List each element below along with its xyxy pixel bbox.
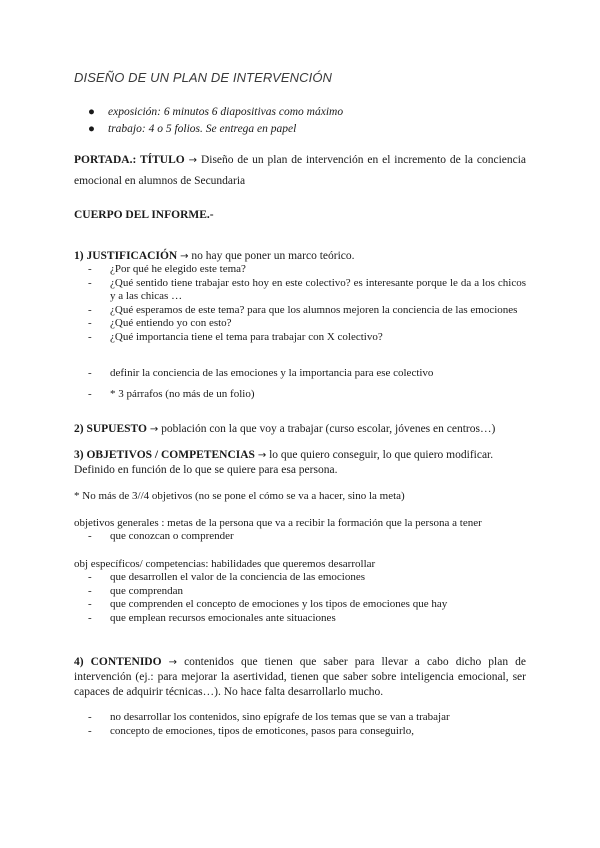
list-item: - que comprendan — [88, 584, 183, 597]
list-item: - concepto de emociones, tipos de emoticones, pasos para conseguirlo, — [88, 724, 414, 737]
bullet-list — [88, 104, 343, 138]
portada-paragraph — [74, 150, 526, 192]
list-item: - ¿Qué esperamos de este tema? para que los alumnos mejoren la conciencia de las emociones — [88, 303, 518, 316]
bullet-icon: ● — [88, 123, 95, 135]
list-item: - * 3 párrafos (no más de un folio) — [88, 388, 255, 400]
list-item: - ¿Qué entiendo yo con esto? — [88, 317, 232, 329]
bullet-icon: ● — [88, 106, 95, 118]
cuerpo-heading: CUERPO DEL INFORME.- — [74, 209, 214, 221]
list-item: - ¿Qué importancia tiene el tema para trabajar con X colectivo? — [88, 330, 383, 343]
list-item: - ¿Qué sentido tiene trabajar esto hoy en este colectivo? es interesante porque le da a los chicos y a las chicas … — [88, 276, 526, 302]
objetivos-note: * No más de 3//4 objetivos (no se pone el cómo se va a hacer, sino la meta) — [74, 490, 405, 502]
arrow-icon: → — [180, 251, 189, 262]
portada-label: PORTADA.: TÍTULO — [74, 154, 185, 166]
list-item: - que desarrollen el valor de la conciencia de las emociones — [88, 571, 366, 583]
supuesto-label: 2) SUPUESTO — [74, 423, 147, 435]
document-title: DISEÑO DE UN PLAN DE INTERVENCIÓN — [74, 70, 333, 85]
justificacion-list-3 — [88, 388, 526, 402]
contenido-label: 4) CONTENIDO — [74, 656, 162, 668]
arrow-icon: → — [188, 155, 198, 166]
especificos-list — [88, 571, 526, 625]
list-item: ● trabajo: 4 o 5 folios. Se entrega en papel — [88, 121, 343, 138]
list-item: ● exposición: 6 minutos 6 diapositivas como máximo — [88, 104, 343, 121]
objetivos-generales: objetivos generales : metas de la persona que va a recibir la formación que la persona a tener — [74, 517, 482, 529]
portada-text: Diseño de un plan de intervención en el incremento de la conciencia emocional en alumnos de Secundaria — [74, 154, 527, 187]
list-item: - no desarrollar los contenidos, sino epígrafe de los temas que se van a trabajar — [88, 711, 450, 723]
list-item: - que conozcan o comprender — [88, 530, 234, 542]
objetivos-paragraph: 3) OBJETIVOS / COMPETENCIAS → lo que quiero conseguir, lo que quiero modificar. Definido en función de lo que se quiere para esa persona. — [74, 449, 494, 476]
arrow-icon: → — [168, 657, 178, 668]
contenido-paragraph: 4) CONTENIDO → contenidos que tienen que saber para llevar a cabo dicho plan de intervención (ej.: para mejorar la asertividad, tienen que saber sobre inteligencia emocional, ser capaces de adquirir técnicas…). No hace falta desarrollarlo mucho. — [74, 656, 527, 698]
list-item: - ¿Por qué he elegido este tema? — [88, 263, 246, 275]
list-item: - que emplean recursos emocionales ante situaciones — [88, 611, 336, 624]
justificacion-label: 1) JUSTIFICACIÓN — [74, 250, 178, 262]
justificacion-list — [88, 263, 526, 344]
justificacion-heading: 1) JUSTIFICACIÓN → no hay que poner un marco teórico. — [74, 250, 355, 262]
generales-list — [88, 530, 526, 544]
list-item: - definir la conciencia de las emociones y la importancia para ese colectivo — [88, 367, 434, 379]
arrow-icon: → — [257, 450, 267, 461]
contenido-list — [88, 711, 526, 738]
justificacion-list-2 — [88, 367, 526, 381]
objetivos-label: 3) OBJETIVOS / COMPETENCIAS — [74, 449, 255, 461]
arrow-icon: → — [149, 424, 159, 435]
objetivos-especificos: obj específicos/ competencias: habilidades que queremos desarrollar — [74, 558, 376, 570]
supuesto-paragraph: 2) SUPUESTO → población con la que voy a trabajar (curso escolar, jóvenes en centros…) — [74, 423, 496, 435]
list-item: - que comprenden el concepto de emociones y los tipos de emociones que hay — [88, 598, 448, 610]
